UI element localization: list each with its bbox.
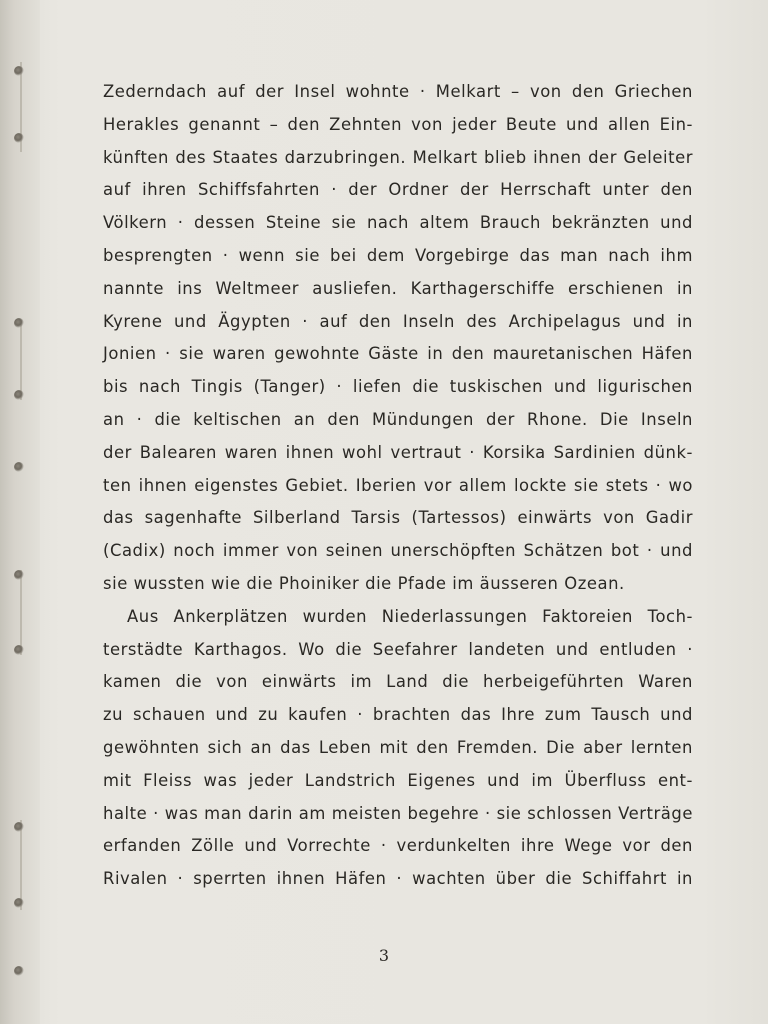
binding-stitch — [14, 318, 24, 328]
text-line: künften des Staates darzubringen. Melkart blieb ihnen der Geleiter — [103, 147, 693, 167]
text-line: halte · was man darin am meisten begehre · sie schlossen Verträge — [103, 803, 693, 823]
binding-stitch — [14, 898, 24, 908]
text-line: an · die keltischen an den Mündungen der Rhone. Die Inseln — [103, 409, 693, 429]
binding-stitch — [14, 570, 24, 580]
body-text — [103, 76, 693, 896]
text-line: Kyrene und Ägypten · auf den Inseln des Archipelagus und in — [103, 311, 693, 331]
paragraph — [103, 76, 693, 601]
text-line: Herakles genannt – den Zehnten von jeder Beute und allen Ein- — [103, 114, 693, 134]
binding-thread — [20, 820, 22, 910]
text-line: Aus Ankerplätzen wurden Niederlassungen Faktoreien Toch- — [127, 606, 693, 626]
binding-stitch — [14, 462, 24, 472]
binding-stitch — [14, 66, 24, 76]
text-line: gewöhnten sich an das Leben mit den Fremden. Die aber lernten — [103, 737, 693, 757]
page-number: 3 — [378, 946, 390, 965]
binding-stitch — [14, 822, 24, 832]
binding-stitch — [14, 133, 24, 143]
text-line: Zederndach auf der Insel wohnte · Melkart – von den Griechen — [103, 82, 693, 101]
text-line: terstädte Karthagos. Wo die Seefahrer landeten und entluden · — [103, 639, 693, 659]
text-line: kamen die von einwärts im Land die herbeigeführten Waren — [103, 672, 693, 692]
text-line: der Balearen waren ihnen wohl vertraut · Korsika Sardinien dünk- — [103, 442, 693, 462]
page-binding — [0, 0, 40, 1024]
text-line: bis nach Tingis (Tanger) · liefen die tuskischen und ligurischen — [103, 377, 693, 397]
binding-stitch — [14, 966, 24, 976]
text-line: erfanden Zölle und Vorrechte · verdunkelten ihre Wege vor den — [103, 836, 693, 856]
binding-stitch — [14, 645, 24, 655]
text-line: nannte ins Weltmeer ausliefen. Karthagerschiffe erschienen in — [103, 278, 693, 298]
text-line: zu schauen und zu kaufen · brachten das Ihre zum Tausch und — [103, 705, 693, 725]
binding-thread — [20, 570, 22, 655]
text-line: Völkern · dessen Steine sie nach altem Brauch bekränzten und — [103, 213, 693, 233]
text-line: das sagenhafte Silberland Tarsis (Tartessos) einwärts von Gadir — [103, 508, 693, 528]
text-line: ten ihnen eigenstes Gebiet. Iberien vor allem lockte sie stets · wo — [103, 475, 693, 495]
text-line: Jonien · sie waren gewohnte Gäste in den mauretanischen Häfen — [103, 344, 693, 364]
paragraph — [103, 601, 693, 896]
text-line: (Cadix) noch immer von seinen unerschöpften Schätzen bot · und — [103, 541, 693, 561]
text-line: Rivalen · sperrten ihnen Häfen · wachten über die Schiffahrt in — [103, 869, 693, 889]
text-line: auf ihren Schiffsfahrten · der Ordner der Herrschaft unter den — [103, 180, 693, 200]
binding-stitch — [14, 390, 24, 400]
text-line: mit Fleiss was jeder Landstrich Eigenes und im Überfluss ent- — [103, 770, 693, 790]
binding-thread — [20, 320, 22, 400]
text-line: sie wussten wie die Phoiniker die Pfade im äusseren Ozean. — [103, 573, 625, 593]
text-line: besprengten · wenn sie bei dem Vorgebirge das man nach ihm — [103, 245, 693, 265]
